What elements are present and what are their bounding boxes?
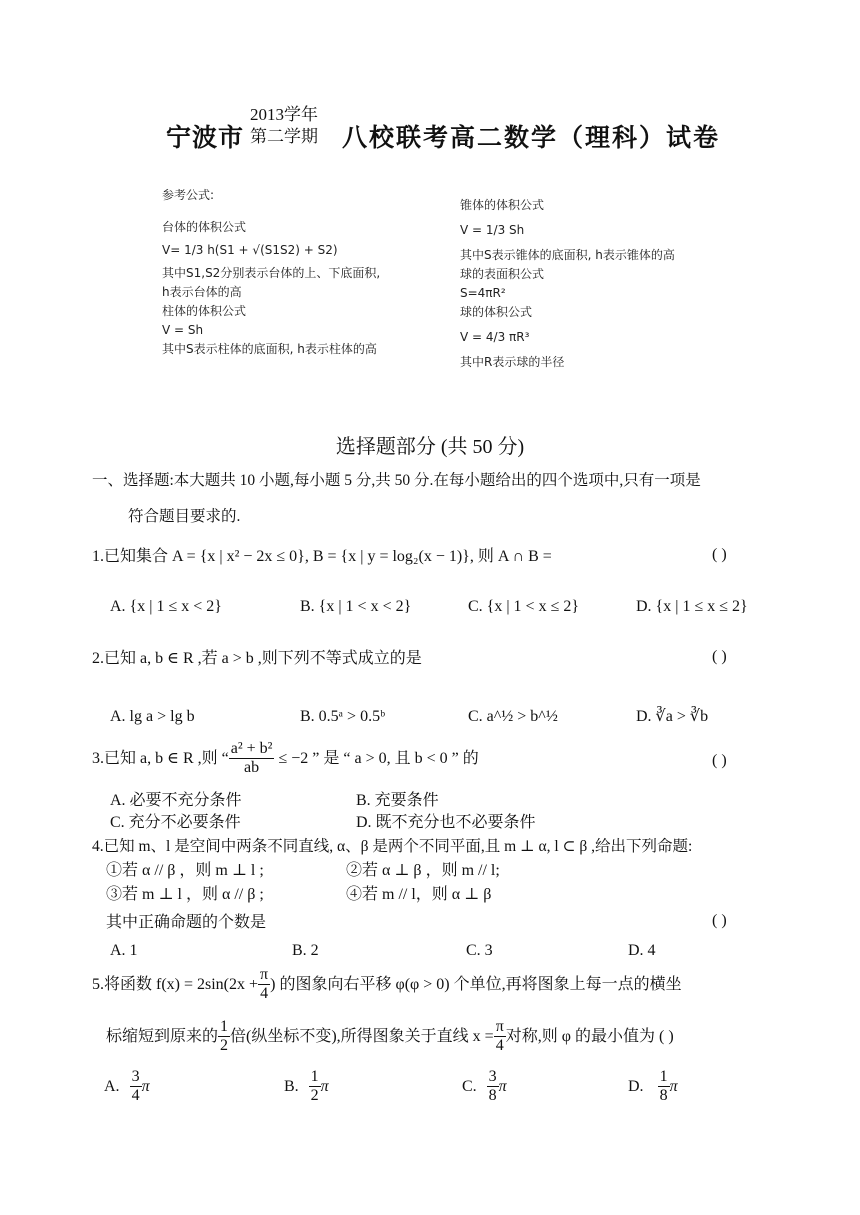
q5-option-c xyxy=(462,1068,507,1105)
q4-prop-2: ②若 α ⊥ β ，则 m // l; xyxy=(346,862,500,879)
formula-left-line: 其中S1,S2分别表示台体的上、下底面积, xyxy=(162,266,381,280)
title-city: 宁波市 xyxy=(166,125,245,152)
q5-line-1 xyxy=(92,966,682,1003)
q5-line2-frac2-num: π xyxy=(495,1018,504,1035)
q5-option-a-fraction xyxy=(130,1068,142,1105)
q3-answer-paren: ( ) xyxy=(712,752,727,769)
formula-right-line: 其中R表示球的半径 xyxy=(460,355,565,369)
formula-left-line: 柱体的体积公式 xyxy=(162,304,247,318)
q5-line2-pre: 标缩短到原来的 xyxy=(106,1027,219,1045)
formula-left-line: V = Sh xyxy=(162,323,204,337)
q5-line2-mid: 倍(纵坐标不变),所得图象关于直线 x = xyxy=(230,1027,494,1045)
q5-line1-post: ) 的图象向右平移 φ(φ > 0) 个单位,再将图象上每一点的横坐 xyxy=(270,975,682,993)
q5-option-b-fraction xyxy=(309,1068,321,1105)
q5-option-d-num: 1 xyxy=(659,1068,668,1085)
formula-right-line: 球的表面积公式 xyxy=(460,267,545,281)
formula-heading: 参考公式: xyxy=(162,188,215,202)
q2-option-c: C. a^½ > b^½ xyxy=(468,708,558,725)
q5-option-d-den: 8 xyxy=(659,1087,668,1104)
q4-stem: 4.已知 m、l 是空间中两条不同直线, α、β 是两个不同平面,且 m ⊥ α, l ⊂ β ,给出下列命题: xyxy=(92,838,693,855)
q5-option-c-den: 8 xyxy=(488,1087,497,1104)
q3-option-a: A. 必要不充分条件 xyxy=(110,792,242,809)
formula-right-line: 球的体积公式 xyxy=(460,305,533,319)
q5-line2-post: 对称,则 φ 的最小值为 ( ) xyxy=(505,1027,674,1045)
q5-line1-fraction xyxy=(258,966,270,1003)
q5-line1-pre: 5.将函数 f(x) = 2sin(2x + xyxy=(92,975,259,993)
intro-line-1: 一、选择题:本大题共 10 小题,每小题 5 分,共 50 分.在每小题给出的四个选项中,只有一项是 xyxy=(92,472,701,489)
q5-option-b xyxy=(284,1068,329,1105)
title-year-line2: 第二学期 xyxy=(250,127,318,146)
q2-option-a: A. lg a > lg b xyxy=(110,708,195,725)
q5-line2-fraction-2 xyxy=(494,1018,506,1055)
q5-option-a-label: A. xyxy=(104,1077,120,1095)
q3-option-b: B. 充要条件 xyxy=(356,792,439,809)
q5-line2-frac-den: 2 xyxy=(220,1037,229,1054)
q5-option-a-den: 4 xyxy=(131,1087,140,1104)
formula-left-line: 其中S表示柱体的底面积, h表示柱体的高 xyxy=(162,342,377,356)
q4-prop-3: ③若 m ⊥ l ，则 α // β ; xyxy=(106,886,264,903)
q3-fraction-num: a² + b² xyxy=(230,740,273,757)
q5-option-d-tail: π xyxy=(669,1077,678,1095)
q5-line1-frac-num: π xyxy=(260,966,269,983)
q4-option-d: D. 4 xyxy=(628,942,656,959)
formula-right-line: 其中S表示锥体的底面积, h表示锥体的高 xyxy=(460,248,675,262)
q5-line2-frac-num: 1 xyxy=(220,1018,229,1035)
q5-option-b-label: B. xyxy=(284,1077,299,1095)
formula-left-line: 台体的体积公式 xyxy=(162,220,247,234)
q4-option-c: C. 3 xyxy=(466,942,493,959)
title-year xyxy=(250,104,318,148)
q1-option-b: B. {x | 1 < x < 2} xyxy=(300,598,412,615)
q5-option-b-num: 1 xyxy=(310,1068,319,1085)
q5-line2-frac2-den: 4 xyxy=(495,1037,504,1054)
q5-line2-fraction xyxy=(218,1018,230,1055)
q4-option-a: A. 1 xyxy=(110,942,138,959)
q5-option-a-num: 3 xyxy=(131,1068,140,1085)
q2-option-d: D. ∛a > ∛b xyxy=(636,708,709,725)
title-year-line1: 2013学年 xyxy=(250,105,318,124)
q2-answer-paren: ( ) xyxy=(712,648,727,665)
q3-stem xyxy=(92,740,479,777)
q5-option-c-num: 3 xyxy=(488,1068,497,1085)
q4-ask: 其中正确命题的个数是 xyxy=(106,914,267,931)
q5-option-a-tail: π xyxy=(141,1077,150,1095)
q3-option-c: C. 充分不必要条件 xyxy=(110,814,241,831)
q4-prop-4: ④若 m // l，则 α ⊥ β xyxy=(346,886,492,903)
formula-left-block xyxy=(162,218,380,359)
q4-option-b: B. 2 xyxy=(292,942,319,959)
q5-option-d-label: D. xyxy=(628,1077,644,1095)
q1-stem: 1.已知集合 A = {x | x² − 2x ≤ 0}, B = {x | y = log₂(x − 1)}, 则 A ∩ B = xyxy=(92,548,552,565)
formula-left-line: h表示台体的高 xyxy=(162,285,242,299)
q5-option-a xyxy=(104,1068,150,1105)
q5-option-d-fraction xyxy=(658,1068,670,1105)
q5-line-2 xyxy=(106,1018,674,1055)
q5-option-c-tail: π xyxy=(498,1077,507,1095)
q3-option-d: D. 既不充分也不必要条件 xyxy=(356,814,536,831)
formula-right-line: V = 4/3 πR³ xyxy=(460,330,530,344)
q1-option-c: C. {x | 1 < x ≤ 2} xyxy=(468,598,580,615)
q3-stem-pre: 3.已知 a, b ∈ R ,则 “ xyxy=(92,749,229,767)
q1-option-a: A. {x | 1 ≤ x < 2} xyxy=(110,598,222,615)
intro-line-2: 符合题目要求的. xyxy=(128,508,241,525)
q5-option-b-tail: π xyxy=(320,1077,329,1095)
q2-stem: 2.已知 a, b ∈ R ,若 a > b ,则下列不等式成立的是 xyxy=(92,650,422,667)
q2-option-b: B. 0.5ᵃ > 0.5ᵇ xyxy=(300,708,386,725)
section-title: 选择题部分 (共 50 分) xyxy=(335,436,525,458)
formula-right-line: 锥体的体积公式 xyxy=(460,198,545,212)
formula-right-block xyxy=(460,196,675,372)
q4-answer-paren: ( ) xyxy=(712,912,727,929)
q1-option-d: D. {x | 1 ≤ x ≤ 2} xyxy=(636,598,748,615)
q5-option-d xyxy=(628,1068,678,1105)
q5-option-b-den: 2 xyxy=(310,1087,319,1104)
q4-prop-1: ①若 α // β ，则 m ⊥ l ; xyxy=(106,862,264,879)
q5-line1-frac-den: 4 xyxy=(260,985,269,1002)
title-main: 八校联考高二数学（理科）试卷 xyxy=(342,125,721,152)
formula-right-line: S=4πR² xyxy=(460,286,506,300)
q3-fraction-den: ab xyxy=(244,759,260,776)
q5-option-c-label: C. xyxy=(462,1077,477,1095)
q5-option-c-fraction xyxy=(487,1068,499,1105)
q3-stem-post: ≤ −2 ” 是 “ a > 0, 且 b < 0 ” 的 xyxy=(278,749,479,767)
formula-left-line: V= 1/3 h(S1 + √(S1S2) + S2) xyxy=(162,243,338,257)
q3-fraction xyxy=(229,740,275,777)
q1-answer-paren: ( ) xyxy=(712,546,727,563)
formula-right-line: V = 1/3 Sh xyxy=(460,223,525,237)
